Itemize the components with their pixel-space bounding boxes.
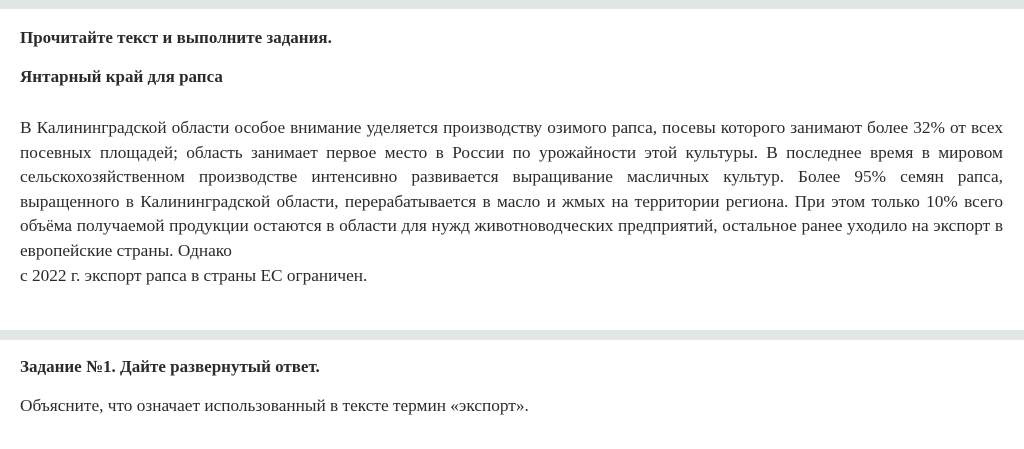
- reading-text-tail: с 2022 г. экспорт рапса в страны ЕС ограничен.: [20, 265, 368, 285]
- section-divider: [0, 330, 1024, 340]
- task-question: Объясните, что означает использованный в тексте термин «экспорт».: [20, 396, 529, 415]
- top-divider: [0, 0, 1024, 9]
- reading-text-main: В Калининградской области особое внимание уделяется производству озимого рапса, посевы которого занимают более 32% от всех посевных площадей; область занимает первое место в России по урожайности этой культуры. В последнее время в мировом сельскохозяйственном производстве интенсивно развивается выращивание масличных культур. Более 95% семян рапса, выращенного в Калининградской области, перерабатывается в масло и жмых на территории региона. При этом только 10% всего объёма получаемой продукции остаются в области для нужд животноводческих предприятий, остальное ранее уходило на экспорт в европейские страны. Однако: [20, 118, 1003, 260]
- task-heading: Задание №1. Дайте развернутый ответ.: [20, 357, 320, 376]
- text-title: Янтарный край для рапса: [20, 67, 223, 86]
- reading-card: [0, 9, 1024, 330]
- reading-instruction: Прочитайте текст и выполните задания.: [20, 28, 332, 47]
- task-card: [0, 340, 1024, 449]
- reading-text: [20, 116, 1003, 288]
